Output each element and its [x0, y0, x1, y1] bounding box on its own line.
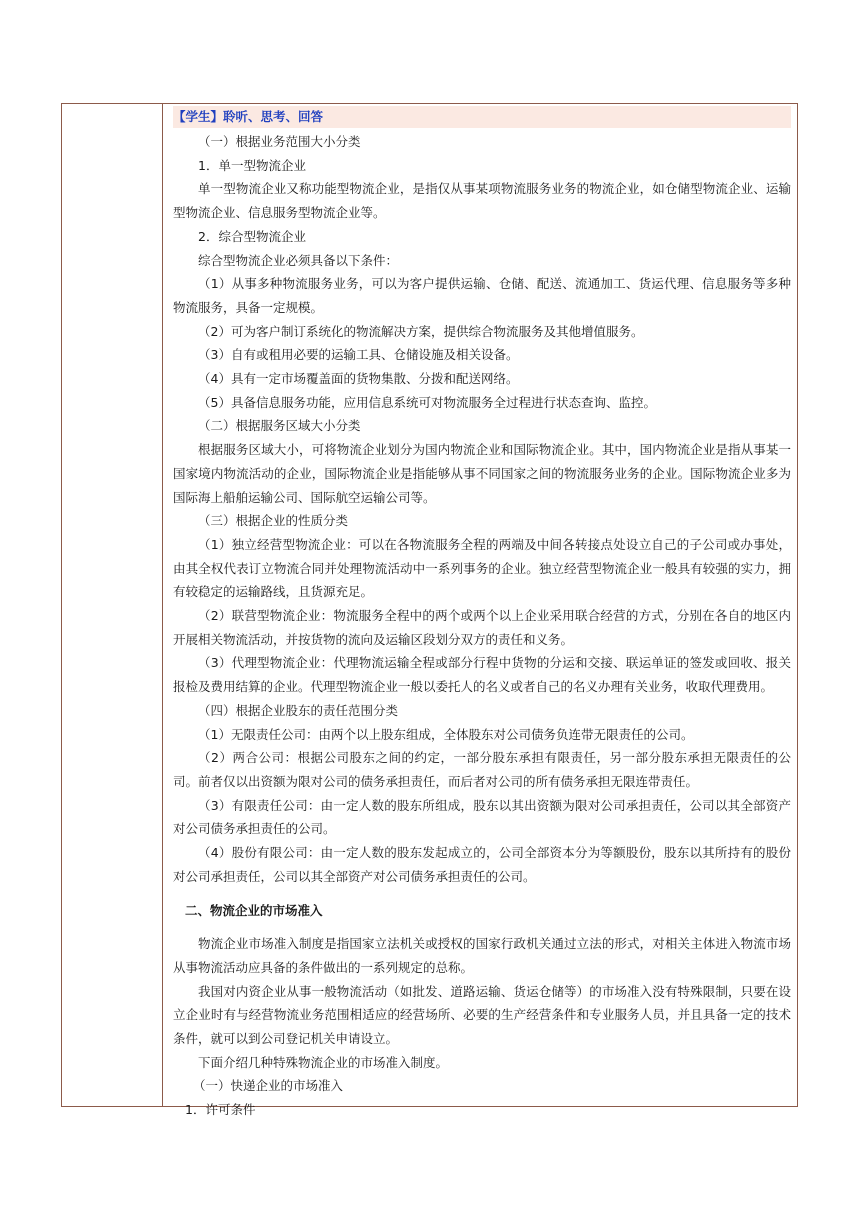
paragraph: （2）两合公司：根据公司股东之间的约定，一部分股东承担有限责任，另一部分股东承担无限责任的公司。前者仅以出资额为限对公司的债务承担责任，而后者对公司的所有债务承担无限连带责任。 — [173, 750, 791, 789]
section-heading: 二、物流企业的市场准入 — [185, 902, 323, 918]
paragraph: （2）可为客户制订系统化的物流解决方案，提供综合物流服务及其他增值服务。 — [198, 323, 644, 339]
paragraph: 我国对内资企业从事一般物流活动（如批发、道路运输、货运仓储等）的市场准入没有特殊限制，只要在设立企业时有与经营物流业务范围相适应的经营场所、必要的生产经营条件和专业服务人员，并且具备一定的技术条件，就可以到公司登记机关申请设立。 — [173, 983, 791, 1047]
paragraph: （二）根据服务区域大小分类 — [198, 418, 361, 434]
paragraph: 综合型物流企业必须具备以下条件： — [198, 252, 399, 268]
paragraph: （2）联营型物流企业：物流服务全程中的两个或两个以上企业采用联合经营的方式，分别在各自的地区内开展相关物流活动，并按货物的流向及运输区段划分双方的责任和义务。 — [173, 608, 791, 647]
paragraph: （1）从事多种物流服务业务，可以为客户提供运输、仓储、配送、流通加工、货运代理、信息服务等多种物流服务，具备一定规模。 — [173, 276, 791, 315]
paragraph: 根据服务区域大小，可将物流企业划分为国内物流企业和国际物流企业。其中，国内物流企业是指从事某一国家境内物流活动的企业，国际物流企业是指能够从事不同国家之间的物流服务业务的企业。国际物流企业多为国际海上船舶运输公司、国际航空运输公司等。 — [173, 442, 791, 505]
paragraph: （四）根据企业股东的责任范围分类 — [198, 702, 399, 718]
paragraph: 物流企业市场准入制度是指国家立法机关或授权的国家行政机关通过立法的形式，对相关主体进入物流市场从事物流活动应具备的条件做出的一系列规定的总称。 — [173, 936, 791, 975]
paragraph: （3）有限责任公司：由一定人数的股东所组成，股东以其出资额为限对公司承担责任，公司以其全部资产对公司债务承担责任的公司。 — [173, 797, 791, 837]
paragraph: 下面介绍几种特殊物流企业的市场准入制度。 — [198, 1054, 449, 1070]
paragraph: （4）具有一定市场覆盖面的货物集散、分拨和配送网络。 — [198, 371, 519, 387]
paragraph: 1．许可条件 — [185, 1102, 256, 1118]
lesson-table — [61, 103, 798, 1118]
paragraph: （三）根据企业的性质分类 — [198, 513, 349, 529]
paragraph: （4）股份有限公司：由一定人数的股东发起成立的，公司全部资本分为等额股份，股东以其所持有的股份对公司承担责任，公司以其全部资产对公司债务承担责任的公司。 — [173, 845, 791, 884]
paragraph: 单一型物流企业又称功能型物流企业，是指仅从事某项物流服务业务的物流企业，如仓储型物流企业、运输型物流企业、信息服务型物流企业等。 — [173, 181, 791, 221]
paragraph: （一）根据业务范围大小分类 — [198, 134, 361, 149]
paragraph: （1）无限责任公司：由两个以上股东组成，全体股东对公司债务负连带无限责任的公司。 — [198, 726, 694, 742]
role-header: 【学生】聆听、思考、回答 — [173, 106, 791, 128]
paragraph: （1）独立经营型物流企业：可以在各物流服务全程的两端及中间各转接点处设立自己的子公司或办事处，由其全权代表订立物流合同并处理物流活动中一系列事务的企业。独立经营型物流企业一般具有较强的实力，拥有较稳定的运输路线，且货源充足。 — [173, 536, 791, 600]
paragraph: （3）代理型物流企业：代理物流运输全程或部分行程中货物的分运和交接、联运单证的签发或回收、报关报检及费用结算的企业。代理型物流企业一般以委托人的名义或者自己的名义办理有关业务，收取代理费用。 — [173, 655, 791, 695]
table-left-column — [62, 104, 163, 1106]
paragraph: 1．单一型物流企业 — [198, 157, 306, 173]
paragraph: （3）自有或租用必要的运输工具、仓储设施及相关设备。 — [198, 347, 519, 363]
paragraph: 2．综合型物流企业 — [198, 228, 306, 244]
paragraph: （5）具备信息服务功能，应用信息系统可对物流服务全过程进行状态查询、监控。 — [198, 394, 656, 410]
paragraph: （一）快递企业的市场准入 — [193, 1078, 344, 1094]
table-content-column — [163, 104, 797, 1118]
